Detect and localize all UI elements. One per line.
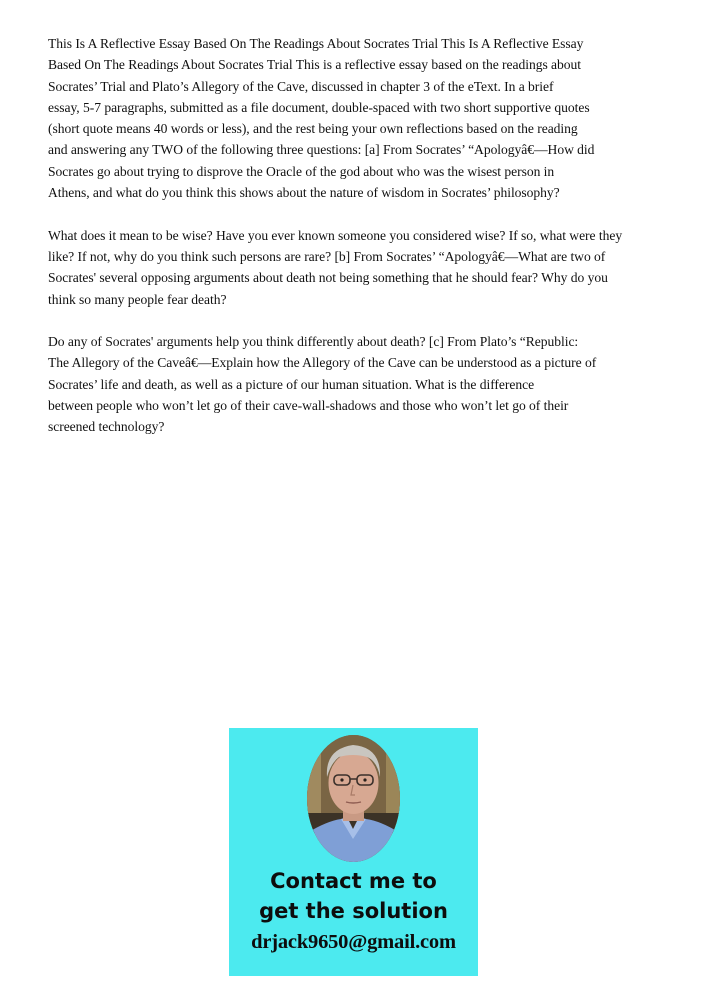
contact-promo-image (229, 728, 478, 976)
text-line: (short quote means 40 words or less), and the rest being your own reflections based on the reading (48, 121, 578, 137)
text-line: Athens, and what do you think this shows about the nature of wisdom in Socrates’ philosophy? (48, 185, 560, 201)
promo-headline (229, 866, 478, 926)
text-line: think so many people fear death? (48, 291, 227, 307)
paragraph-2 (48, 225, 668, 310)
person-portrait-icon (307, 735, 400, 862)
text-line: Do any of Socrates' arguments help you think differently about death? [c] From Plato’s “Republic: (48, 334, 579, 350)
paragraph-3 (48, 331, 668, 437)
text-line: Socrates’ Trial and Plato’s Allegory of the Cave, discussed in chapter 3 of the eText. In a brief (48, 78, 554, 94)
text-line: and answering any TWO of the following three questions: [a] From Socrates’ “Apologyâ€—How did (48, 142, 595, 158)
document-body (48, 33, 668, 459)
text-line: This Is A Reflective Essay Based On The Readings About Socrates Trial This Is A Reflective Essay (48, 36, 584, 51)
text-line: Socrates go about trying to disprove the Oracle of the god about who was the wisest person in (48, 163, 555, 179)
text-line: between people who won’t let go of their cave-wall-shadows and those who won’t let go of their (48, 398, 569, 414)
text-line: screened technology? (48, 419, 165, 435)
text-line: Socrates' several opposing arguments about death not being something that he should fear? Why do you (48, 270, 608, 286)
text-line: What does it mean to be wise? Have you ever known someone you considered wise? If so, what were they (48, 227, 623, 243)
text-line: essay, 5-7 paragraphs, submitted as a file document, double-spaced with two short supportive quotes (48, 99, 590, 115)
headline-line: Contact me to (270, 869, 437, 893)
text-line: Based On The Readings About Socrates Trial This is a reflective essay based on the readings about (48, 57, 582, 73)
paragraph-1 (48, 33, 668, 203)
text-line: like? If not, why do you think such persons are rare? [b] From Socrates’ “Apologyâ€—What are two of (48, 248, 606, 264)
text-line: The Allegory of the Caveâ€—Explain how the Allegory of the Cave can be understood as a picture of (48, 355, 597, 371)
headline-line: get the solution (259, 899, 448, 923)
text-line: Socrates’ life and death, as well as a picture of our human situation. What is the difference (48, 376, 535, 392)
contact-email: drjack9650@gmail.com (251, 931, 456, 953)
